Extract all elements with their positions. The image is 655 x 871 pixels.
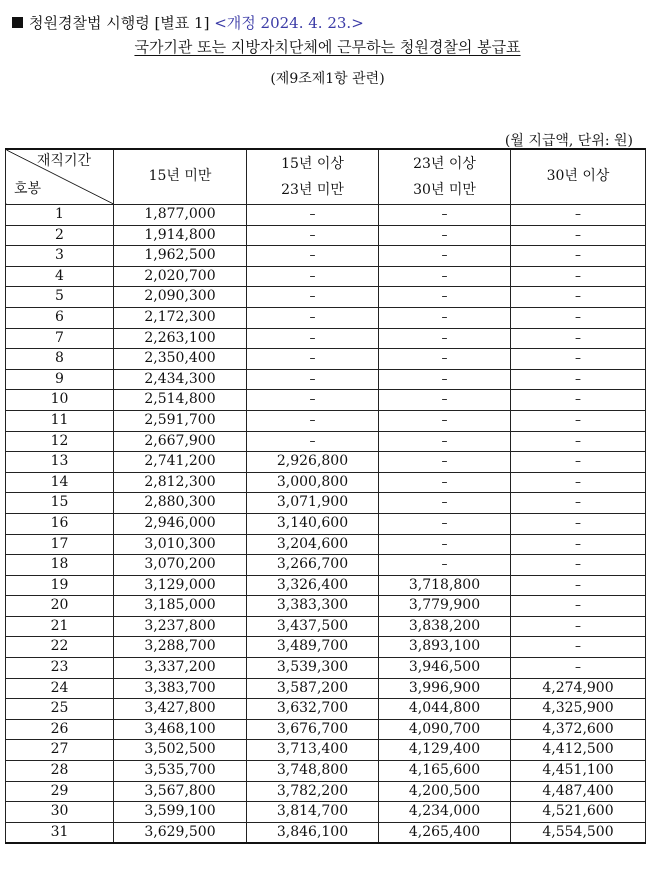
salary-cell: – <box>511 534 646 555</box>
table-row <box>6 637 646 658</box>
step-cell: 29 <box>6 781 114 802</box>
salary-cell: 2,880,300 <box>114 493 247 514</box>
table-row <box>6 678 646 699</box>
salary-cell: 1,877,000 <box>114 205 247 226</box>
salary-cell: – <box>511 246 646 267</box>
article-reference: (제9조제1항 관련) <box>270 71 385 87</box>
salary-cell: 3,718,800 <box>379 575 511 596</box>
salary-cell: 3,237,800 <box>114 616 247 637</box>
table-row <box>6 431 646 452</box>
salary-cell: – <box>511 369 646 390</box>
salary-cell: 2,591,700 <box>114 410 247 431</box>
table-row <box>6 658 646 679</box>
salary-cell: 4,521,600 <box>511 802 646 823</box>
salary-cell: – <box>379 431 511 452</box>
salary-cell: 2,812,300 <box>114 472 247 493</box>
table-row <box>6 555 646 576</box>
salary-cell: 3,071,900 <box>247 493 379 514</box>
table-row <box>6 452 646 473</box>
column-header-23-to-30: 23년 이상 30년 미만 <box>379 149 511 205</box>
salary-cell: 3,204,600 <box>247 534 379 555</box>
salary-cell: – <box>379 390 511 411</box>
salary-cell: – <box>247 266 379 287</box>
salary-cell: 3,383,700 <box>114 678 247 699</box>
salary-cell: – <box>379 555 511 576</box>
step-cell: 8 <box>6 349 114 370</box>
step-cell: 23 <box>6 658 114 679</box>
salary-cell: 3,140,600 <box>247 513 379 534</box>
step-cell: 5 <box>6 287 114 308</box>
salary-cell: 3,599,100 <box>114 802 247 823</box>
corner-label-period: 재직기간 <box>36 153 91 169</box>
table-row <box>6 307 646 328</box>
salary-table <box>5 148 646 844</box>
table-row <box>6 822 646 843</box>
salary-cell: – <box>511 596 646 617</box>
salary-cell: 4,372,600 <box>511 719 646 740</box>
salary-cell: 3,814,700 <box>247 802 379 823</box>
table-row <box>6 225 646 246</box>
salary-cell: – <box>379 493 511 514</box>
table-row <box>6 719 646 740</box>
salary-cell: 3,427,800 <box>114 699 247 720</box>
salary-cell: 2,172,300 <box>114 307 247 328</box>
step-cell: 22 <box>6 637 114 658</box>
salary-cell: 3,838,200 <box>379 616 511 637</box>
salary-cell: – <box>379 410 511 431</box>
salary-cell: 4,325,900 <box>511 699 646 720</box>
salary-cell: 3,713,400 <box>247 740 379 761</box>
salary-cell: – <box>379 513 511 534</box>
salary-cell: – <box>511 390 646 411</box>
table-row <box>6 802 646 823</box>
table-row <box>6 575 646 596</box>
salary-cell: 3,288,700 <box>114 637 247 658</box>
salary-cell: 3,748,800 <box>247 761 379 782</box>
salary-cell: – <box>379 349 511 370</box>
salary-cell: 3,266,700 <box>247 555 379 576</box>
salary-cell: – <box>511 410 646 431</box>
salary-cell: – <box>379 287 511 308</box>
salary-cell: – <box>379 205 511 226</box>
salary-cell: 3,629,500 <box>114 822 247 843</box>
revision-date: <개정 2024. 4. 23.> <box>214 14 364 32</box>
salary-cell: 3,070,200 <box>114 555 247 576</box>
corner-label-step: 호봉 <box>14 181 42 198</box>
salary-cell: 3,437,500 <box>247 616 379 637</box>
salary-cell: – <box>511 452 646 473</box>
step-cell: 18 <box>6 555 114 576</box>
step-cell: 28 <box>6 761 114 782</box>
step-cell: 4 <box>6 266 114 287</box>
table-row <box>6 616 646 637</box>
salary-cell: – <box>511 637 646 658</box>
table-row <box>6 781 646 802</box>
column-header-over-30: 30년 이상 <box>511 149 646 205</box>
salary-cell: – <box>511 575 646 596</box>
salary-cell: – <box>511 431 646 452</box>
salary-cell: – <box>379 266 511 287</box>
salary-cell: 3,946,500 <box>379 658 511 679</box>
salary-cell: – <box>247 287 379 308</box>
table-row <box>6 287 646 308</box>
salary-cell: – <box>247 205 379 226</box>
step-cell: 17 <box>6 534 114 555</box>
salary-cell: – <box>511 307 646 328</box>
unit-note: (월 지급액, 단위: 원) <box>504 133 633 149</box>
salary-cell: 2,514,800 <box>114 390 247 411</box>
salary-cell: 3,383,300 <box>247 596 379 617</box>
table-row <box>6 369 646 390</box>
salary-cell: 4,554,500 <box>511 822 646 843</box>
salary-cell: – <box>247 369 379 390</box>
step-cell: 6 <box>6 307 114 328</box>
step-cell: 30 <box>6 802 114 823</box>
salary-cell: 4,274,900 <box>511 678 646 699</box>
salary-cell: – <box>379 452 511 473</box>
step-cell: 31 <box>6 822 114 843</box>
salary-cell: 3,846,100 <box>247 822 379 843</box>
table-row <box>6 205 646 226</box>
table-row <box>6 266 646 287</box>
salary-cell: – <box>511 328 646 349</box>
salary-cell: 4,451,100 <box>511 761 646 782</box>
table-row <box>6 246 646 267</box>
salary-cell: 3,782,200 <box>247 781 379 802</box>
salary-cell: 3,893,100 <box>379 637 511 658</box>
step-cell: 25 <box>6 699 114 720</box>
salary-cell: 1,962,500 <box>114 246 247 267</box>
salary-cell: 2,090,300 <box>114 287 247 308</box>
table-header-row <box>6 149 646 205</box>
salary-cell: – <box>511 205 646 226</box>
salary-cell: 3,489,700 <box>247 637 379 658</box>
table-row <box>6 493 646 514</box>
salary-cell: – <box>247 225 379 246</box>
salary-cell: 1,914,800 <box>114 225 247 246</box>
step-cell: 10 <box>6 390 114 411</box>
step-cell: 20 <box>6 596 114 617</box>
salary-cell: – <box>511 493 646 514</box>
salary-cell: 2,020,700 <box>114 266 247 287</box>
salary-cell: 2,350,400 <box>114 349 247 370</box>
salary-cell: – <box>247 328 379 349</box>
salary-cell: 3,010,300 <box>114 534 247 555</box>
salary-cell: – <box>379 534 511 555</box>
table-body <box>6 205 646 844</box>
salary-cell: 4,165,600 <box>379 761 511 782</box>
salary-cell: – <box>379 472 511 493</box>
salary-cell: – <box>511 349 646 370</box>
step-cell: 3 <box>6 246 114 267</box>
step-cell: 24 <box>6 678 114 699</box>
step-cell: 1 <box>6 205 114 226</box>
salary-cell: 4,487,400 <box>511 781 646 802</box>
step-cell: 12 <box>6 431 114 452</box>
salary-cell: – <box>379 369 511 390</box>
salary-cell: – <box>511 513 646 534</box>
salary-cell: – <box>379 328 511 349</box>
salary-cell: 3,129,000 <box>114 575 247 596</box>
salary-cell: – <box>247 431 379 452</box>
salary-cell: 3,535,700 <box>114 761 247 782</box>
salary-cell: – <box>511 225 646 246</box>
salary-cell: 3,567,800 <box>114 781 247 802</box>
table-row <box>6 390 646 411</box>
table-row <box>6 328 646 349</box>
salary-cell: 3,185,000 <box>114 596 247 617</box>
table-row <box>6 740 646 761</box>
salary-cell: 2,263,100 <box>114 328 247 349</box>
step-cell: 27 <box>6 740 114 761</box>
column-header-under-15: 15년 미만 <box>114 149 247 205</box>
salary-cell: 3,587,200 <box>247 678 379 699</box>
salary-cell: 3,632,700 <box>247 699 379 720</box>
document-title <box>12 12 364 33</box>
step-cell: 15 <box>6 493 114 514</box>
salary-cell: 3,779,900 <box>379 596 511 617</box>
salary-cell: – <box>511 266 646 287</box>
salary-cell: – <box>247 246 379 267</box>
table-row <box>6 534 646 555</box>
black-square-bullet-icon <box>12 17 23 28</box>
table-row <box>6 761 646 782</box>
table-row <box>6 410 646 431</box>
salary-cell: 3,468,100 <box>114 719 247 740</box>
salary-cell: 4,234,000 <box>379 802 511 823</box>
salary-cell: 4,090,700 <box>379 719 511 740</box>
step-cell: 13 <box>6 452 114 473</box>
salary-cell: – <box>247 410 379 431</box>
salary-cell: 3,337,200 <box>114 658 247 679</box>
salary-cell: 2,741,200 <box>114 452 247 473</box>
table-row <box>6 513 646 534</box>
salary-cell: – <box>511 472 646 493</box>
salary-cell: 4,129,400 <box>379 740 511 761</box>
step-cell: 2 <box>6 225 114 246</box>
salary-cell: – <box>379 307 511 328</box>
step-cell: 11 <box>6 410 114 431</box>
salary-cell: – <box>379 246 511 267</box>
table-row <box>6 699 646 720</box>
table-subtitle: 국가기관 또는 지방자치단체에 근무하는 청원경찰의 봉급표 <box>134 38 521 56</box>
salary-cell: 2,434,300 <box>114 369 247 390</box>
table-row <box>6 472 646 493</box>
salary-cell: 2,926,800 <box>247 452 379 473</box>
salary-cell: 3,539,300 <box>247 658 379 679</box>
corner-header-cell <box>6 149 114 205</box>
step-cell: 9 <box>6 369 114 390</box>
step-cell: 21 <box>6 616 114 637</box>
salary-cell: – <box>247 349 379 370</box>
salary-cell: 4,265,400 <box>379 822 511 843</box>
table-row <box>6 596 646 617</box>
law-title: 청원경찰법 시행령 [별표 1] <box>29 14 210 32</box>
step-cell: 7 <box>6 328 114 349</box>
salary-cell: – <box>511 658 646 679</box>
salary-cell: 4,044,800 <box>379 699 511 720</box>
salary-cell: 3,676,700 <box>247 719 379 740</box>
step-cell: 26 <box>6 719 114 740</box>
table-row <box>6 349 646 370</box>
salary-cell: – <box>511 555 646 576</box>
column-header-15-to-23: 15년 이상 23년 미만 <box>247 149 379 205</box>
salary-cell: 3,502,500 <box>114 740 247 761</box>
step-cell: 19 <box>6 575 114 596</box>
salary-cell: 3,000,800 <box>247 472 379 493</box>
salary-cell: 2,946,000 <box>114 513 247 534</box>
salary-cell: 3,996,900 <box>379 678 511 699</box>
salary-cell: – <box>379 225 511 246</box>
step-cell: 16 <box>6 513 114 534</box>
salary-cell: – <box>247 307 379 328</box>
salary-cell: 4,200,500 <box>379 781 511 802</box>
salary-cell: – <box>511 287 646 308</box>
salary-cell: 2,667,900 <box>114 431 247 452</box>
salary-cell: 3,326,400 <box>247 575 379 596</box>
salary-cell: – <box>247 390 379 411</box>
salary-cell: 4,412,500 <box>511 740 646 761</box>
step-cell: 14 <box>6 472 114 493</box>
salary-cell: – <box>511 616 646 637</box>
